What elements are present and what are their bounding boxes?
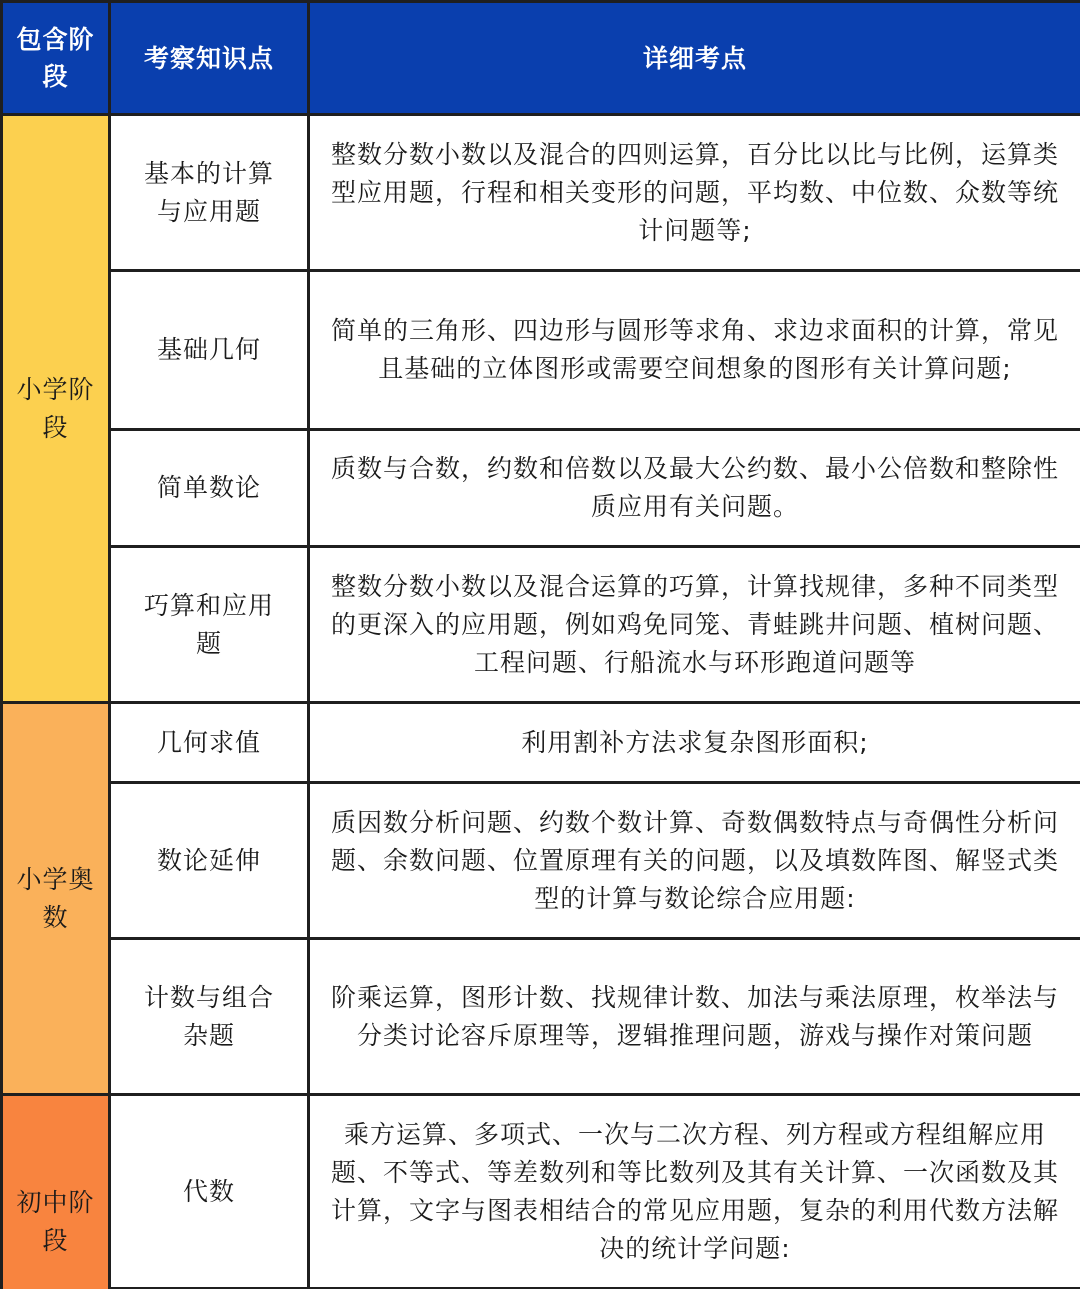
topic-cell: 基本的计算与应用题 bbox=[110, 115, 309, 271]
detail-cell: 利用割补方法求复杂图形面积; bbox=[309, 703, 1080, 783]
stage-label-middle: 初中阶段 bbox=[16, 1187, 95, 1255]
table-header-row bbox=[2, 2, 1080, 115]
table-row bbox=[2, 1095, 1080, 1289]
table-row bbox=[2, 939, 1080, 1095]
header-detail: 详细考点 bbox=[309, 2, 1080, 115]
topic-cell: 基础几何 bbox=[110, 271, 309, 430]
topic-cell: 几何求值 bbox=[110, 703, 309, 783]
detail-cell: 质数与合数，约数和倍数以及最大公约数、最小公倍数和整除性质应用有关问题。 bbox=[309, 430, 1080, 547]
topic-cell: 简单数论 bbox=[110, 430, 309, 547]
topic-cell: 巧算和应用题 bbox=[110, 547, 309, 703]
header-stage: 包含阶段 bbox=[2, 2, 110, 115]
detail-cell: 简单的三角形、四边形与圆形等求角、求边求面积的计算，常见且基础的立体图形或需要空间想象的图形有关计算问题; bbox=[309, 271, 1080, 430]
stage-cell-olympiad: 小学奥数 bbox=[2, 703, 110, 1095]
table-row bbox=[2, 783, 1080, 939]
table-row bbox=[2, 271, 1080, 430]
table-row bbox=[2, 703, 1080, 783]
detail-cell: 阶乘运算，图形计数、找规律计数、加法与乘法原理，枚举法与分类讨论容斥原理等，逻辑推理问题，游戏与操作对策问题 bbox=[309, 939, 1080, 1095]
table-row bbox=[2, 430, 1080, 547]
table-row bbox=[2, 547, 1080, 703]
detail-cell: 质因数分析问题、约数个数计算、奇数偶数特点与奇偶性分析问题、余数问题、位置原理有关的问题，以及填数阵图、解竖式类型的计算与数论综合应用题: bbox=[309, 783, 1080, 939]
detail-cell: 乘方运算、多项式、一次与二次方程、列方程或方程组解应用题、不等式、等差数列和等比数列及其有关计算、一次函数及其计算，文字与图表相结合的常见应用题，复杂的利用代数方法解决的统计学问题: bbox=[309, 1095, 1080, 1289]
detail-cell: 整数分数小数以及混合运算的巧算，计算找规律，多种不同类型的更深入的应用题，例如鸡免同笼、青蛙跳井问题、植树问题、工程问题、行船流水与环形跑道问题等 bbox=[309, 547, 1080, 703]
stage-cell-primary: 小学阶段 bbox=[2, 115, 110, 703]
detail-cell: 整数分数小数以及混合的四则运算，百分比以比与比例，运算类型应用题，行程和相关变形的问题，平均数、中位数、众数等统计问题等; bbox=[309, 115, 1080, 271]
stage-cell-middle bbox=[2, 1095, 110, 1289]
table-row bbox=[2, 115, 1080, 271]
topic-cell: 计数与组合杂题 bbox=[110, 939, 309, 1095]
topic-cell: 代数 bbox=[110, 1095, 309, 1289]
topic-cell: 数论延伸 bbox=[110, 783, 309, 939]
header-topic: 考察知识点 bbox=[110, 2, 309, 115]
